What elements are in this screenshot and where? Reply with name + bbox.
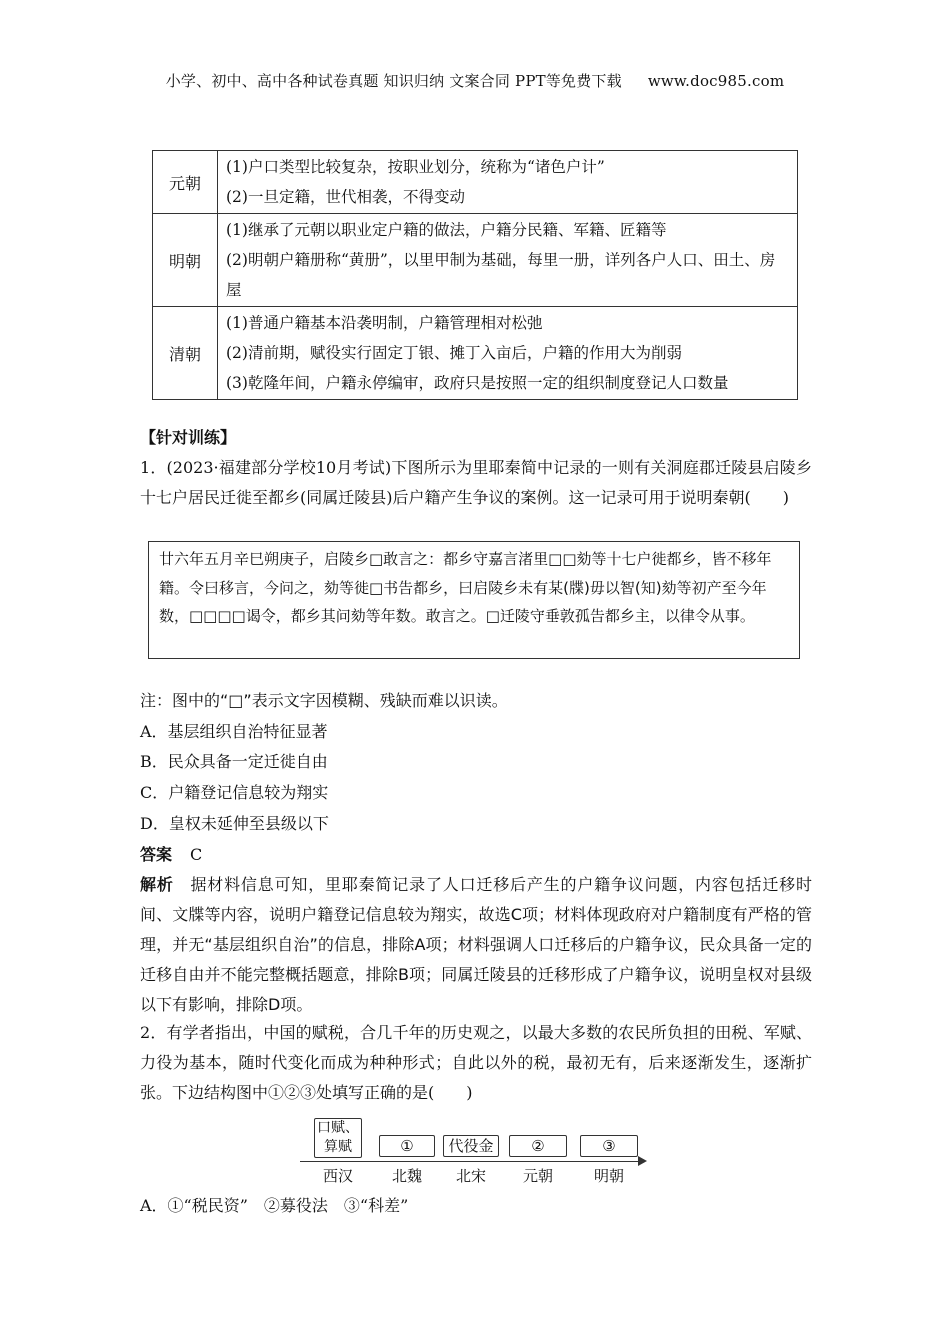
q1-option-d: D．皇权未延伸至县级以下	[140, 814, 329, 833]
timeline-arrow-icon	[638, 1156, 647, 1166]
q2-option-a: A．①“税民资” ②募役法 ③“科差”	[140, 1196, 409, 1215]
table-line: (2)一旦定籍，世代相袭，不得变动	[226, 188, 465, 206]
q1-option-a: A．基层组织自治特征显著	[140, 722, 328, 741]
table-line: (2)清前期，赋役实行固定丁银、摊丁入亩后，户籍的作用大为削弱	[226, 344, 682, 362]
timeline-label: 北魏	[391, 1167, 422, 1185]
timeline-label: 明朝	[593, 1167, 624, 1185]
content-cell	[218, 307, 798, 400]
page-header	[0, 70, 950, 91]
header-site[interactable]: www.doc985.com	[647, 72, 785, 90]
tax-structure-diagram	[300, 1118, 650, 1188]
q2-stem: 2．有学者指出，中国的赋税，合几千年的历史观之，以最大多数的农民所负担的田税、军赋、力役为基本，随时代变化而成为种种形式；自此以外的税，最初无有，后来逐渐发生，逐渐扩张。下边结构图中①②③处填写正确的是( )	[140, 1023, 812, 1102]
table-line: (1)继承了元朝以职业定户籍的做法，户籍分民籍、军籍、匠籍等	[226, 221, 667, 239]
table-row	[153, 214, 798, 307]
dynasty-cell: 清朝	[153, 307, 218, 400]
table-line: (1)户口类型比较复杂，按职业划分，统称为“诸色户计”	[226, 158, 605, 176]
diagram-box-line: 口赋、	[317, 1120, 359, 1136]
diagram-box-west-han	[314, 1118, 362, 1158]
timeline-label: 西汉	[322, 1167, 353, 1185]
diagram-box-1: ①	[379, 1135, 435, 1157]
q1-answer	[140, 842, 202, 865]
content-cell	[218, 151, 798, 214]
q1-quote-box: 廿六年五月辛巳朔庚子，启陵乡□敢言之：都乡守嘉言渚里□□劾等十七户徙都乡，皆不移年籍。令曰移言，今问之，劾等徙□书告都乡，曰启陵乡未有某(牒)毋以智(知)劾等初产至今年数，□□□□谒令，都乡其问劾等年数。敢言之。□迁陵守垂敦孤告都乡主，以律令从事。	[148, 541, 800, 659]
q1-analysis	[140, 870, 812, 1020]
diagram-box-2: ②	[509, 1135, 567, 1157]
answer-value: C	[190, 845, 203, 864]
dynasty-cell: 明朝	[153, 214, 218, 307]
timeline-label: 元朝	[522, 1167, 553, 1185]
answer-label: 答案	[140, 845, 173, 864]
header-text: 小学、初中、高中各种试卷真题 知识归纳 文案合同 PPT等免费下载	[165, 72, 622, 90]
content-cell	[218, 214, 798, 307]
q1-option-b: B．民众具备一定迁徙自由	[140, 752, 328, 771]
table-line: (1)普通户籍基本沿袭明制，户籍管理相对松弛	[226, 314, 543, 332]
diagram-box-3: ③	[580, 1135, 638, 1157]
section-title: 【针对训练】	[140, 428, 237, 447]
table-row	[153, 151, 798, 214]
timeline-axis	[300, 1161, 640, 1162]
household-registration-table	[152, 150, 798, 400]
dynasty-cell: 元朝	[153, 151, 218, 214]
table-line: (2)明朝户籍册称“黄册”，以里甲制为基础，每里一册，详列各户人口、田土、房屋	[226, 251, 776, 299]
diagram-box-line: 算赋	[324, 1139, 352, 1155]
table-row	[153, 307, 798, 400]
q1-note: 注：图中的“□”表示文字因模糊、残缺而难以识读。	[140, 691, 508, 710]
table-line: (3)乾隆年间，户籍永停编审，政府只是按照一定的组织制度登记人口数量	[226, 374, 729, 392]
analysis-text: 据材料信息可知，里耶秦简记录了人口迁移后产生的户籍争议问题，内容包括迁移时间、文牒等内容，说明户籍登记信息较为翔实，故选C项；材料体现政府对户籍制度有严格的管理，并无“基层组织自治”的信息，排除A项；材料强调人口迁移后的户籍争议，民众具备一定的迁移自由并不能完整概括题意，排除B项；同属迁陵县的迁移形成了户籍争议，说明皇权对县级以下有影响，排除D项。	[140, 875, 812, 1014]
analysis-label: 解析	[140, 875, 174, 894]
q1-option-c: C．户籍登记信息较为翔实	[140, 783, 329, 802]
diagram-box-daiyijin: 代役金	[443, 1135, 499, 1157]
q1-stem: 1．(2023·福建部分学校10月考试)下图所示为里耶秦简中记录的一则有关洞庭郡迁陵县启陵乡十七户居民迁徙至都乡(同属迁陵县)后户籍产生争议的案例。这一记录可用于说明秦朝( )	[140, 458, 812, 507]
timeline-label: 北宋	[455, 1167, 486, 1185]
